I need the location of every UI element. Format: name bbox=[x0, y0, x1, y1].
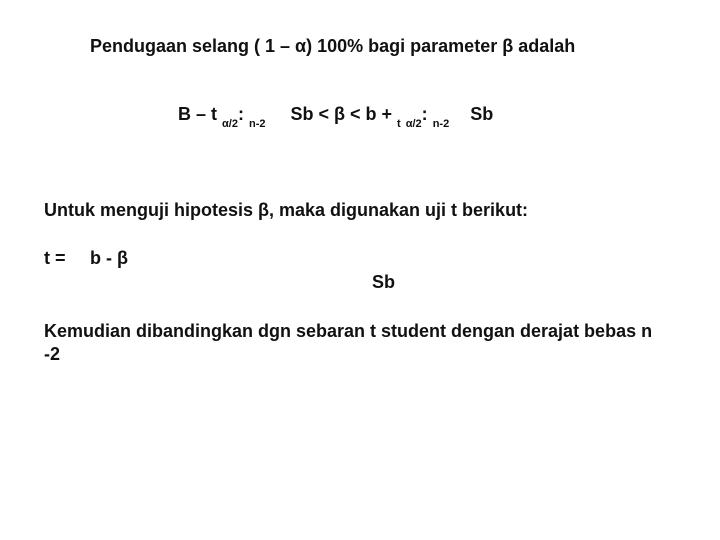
interval-upper-t-subscript: t bbox=[397, 118, 401, 130]
interval-lower-alpha-subscript: α/2 bbox=[222, 118, 238, 130]
t-stat-lhs: t = bbox=[44, 248, 66, 268]
t-stat-numerator: b - β bbox=[90, 248, 128, 268]
interval-lower-prefix: B – t bbox=[178, 104, 218, 124]
conclusion-text: Kemudian dibandingkan dgn sebaran t student dengan derajat bebas n -2 bbox=[44, 321, 653, 364]
interval-upper-df-subscript: n-2 bbox=[432, 118, 450, 130]
test-intro-text: Untuk menguji hipotesis β, maka digunakan uji t berikut: bbox=[44, 200, 529, 220]
interval-lower-colon: : bbox=[237, 104, 244, 124]
t-stat-denominator: Sb bbox=[372, 272, 396, 292]
interval-upper-colon: : bbox=[421, 104, 428, 124]
interval-suffix: Sb bbox=[470, 104, 494, 124]
interval-lower-df-subscript: n-2 bbox=[248, 118, 266, 130]
slide-title: Pendugaan selang ( 1 – α) 100% bagi parameter β adalah bbox=[90, 36, 576, 56]
interval-middle: Sb < β < b + bbox=[290, 104, 393, 124]
interval-upper-alpha-subscript: α/2 bbox=[405, 118, 422, 130]
confidence-interval-formula bbox=[178, 104, 494, 130]
